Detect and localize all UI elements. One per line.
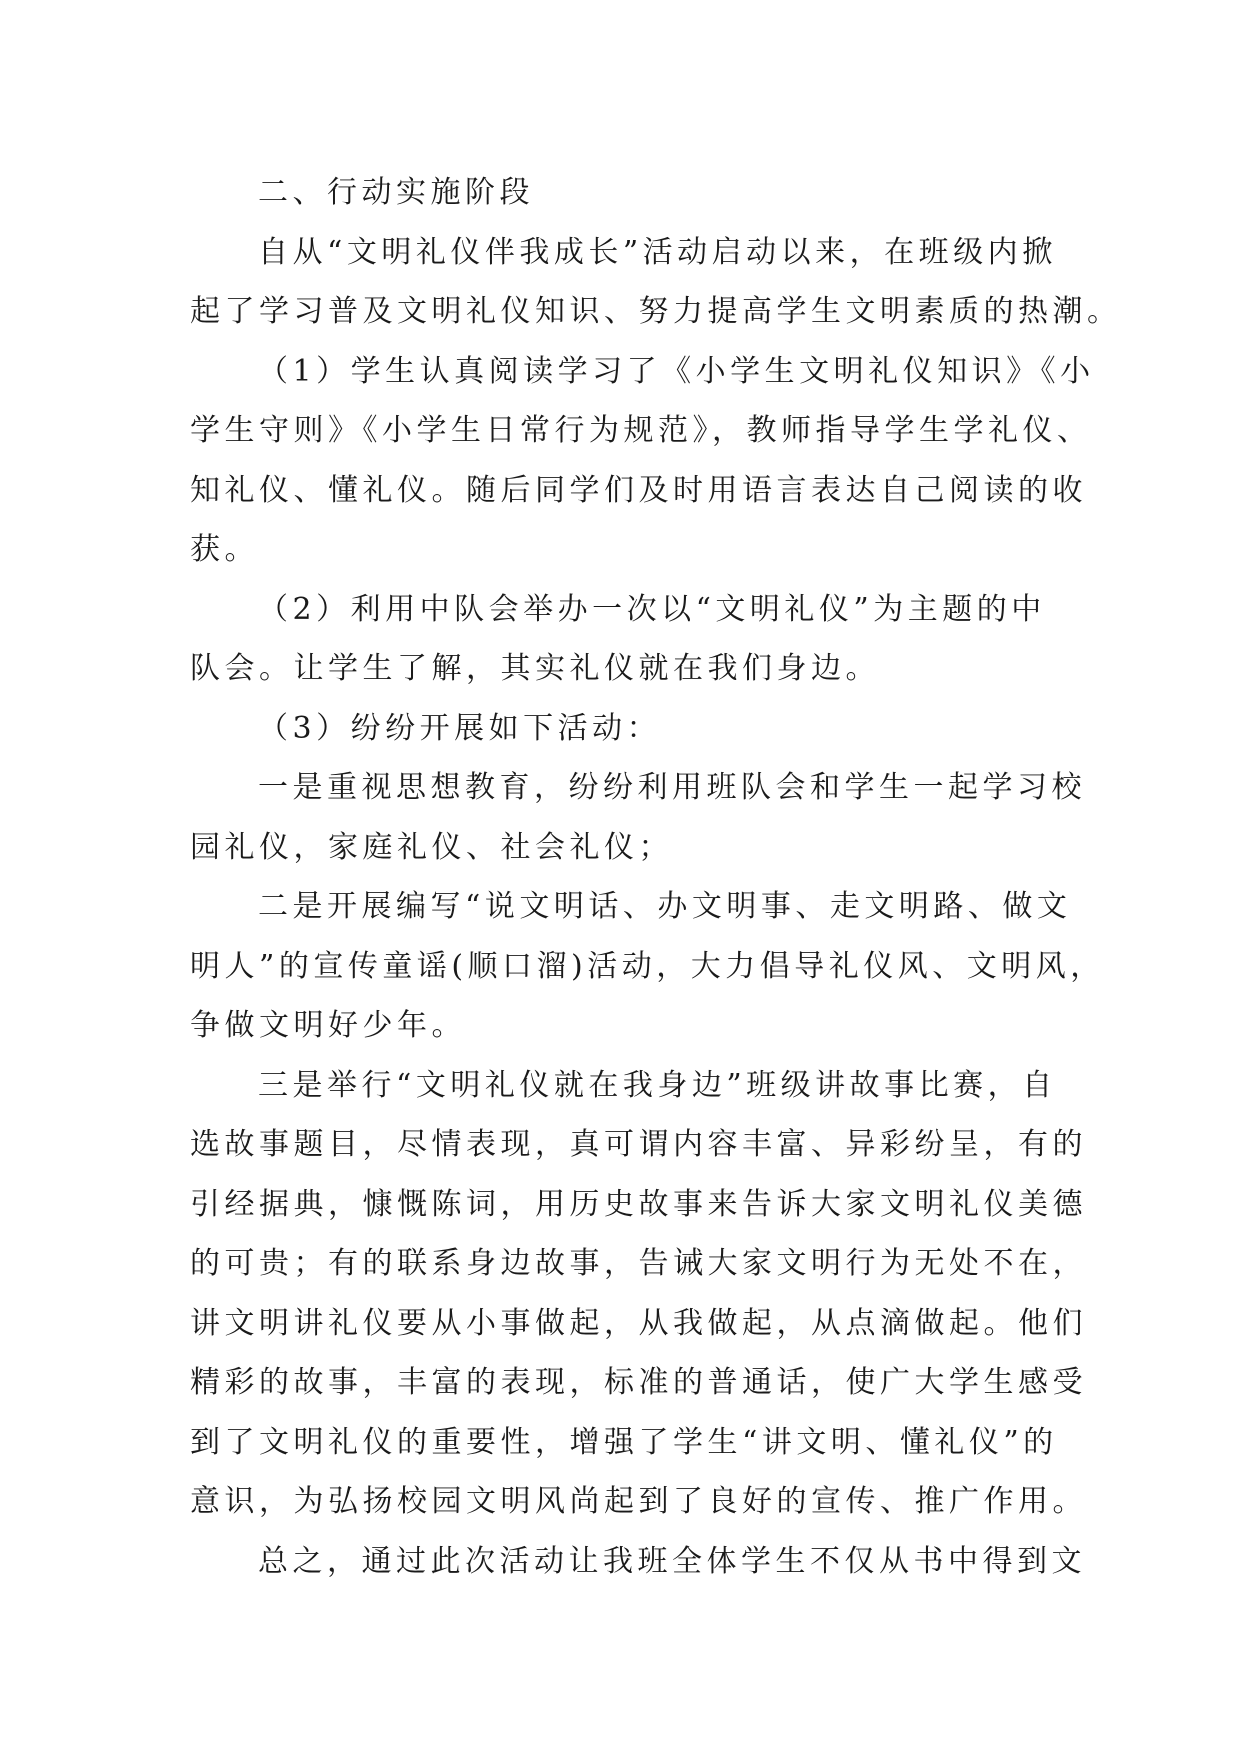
section-heading: 二、行动实施阶段: [258, 175, 534, 210]
text-line: 起了学习普及文明礼仪知识、努力提高学生文明素质的热潮。: [190, 294, 1122, 329]
text-line: 明人”的宣传童谣(顺口溜)活动，大力倡导礼仪风、文明风，: [190, 948, 1105, 984]
text-line: 三是举行“文明礼仪就在我身边”班级讲故事比赛，自: [258, 1067, 1057, 1103]
text-line: 获。: [190, 532, 259, 567]
text-line: 讲文明讲礼仪要从小事做起，从我做起，从点滴做起。他们: [190, 1305, 1087, 1341]
text-line: （3）纷纷开展如下活动：: [258, 710, 662, 746]
text-line: 学生守则》《小学生日常行为规范》，教师指导学生学礼仪、: [190, 413, 1092, 448]
text-line: 二是开展编写“说文明话、办文明事、走文明路、做文: [258, 889, 1072, 924]
text-line: 争做文明好少年。: [190, 1008, 466, 1043]
text-line: 引经据典，慷慨陈词，用历史故事来告诉大家文明礼仪美德: [190, 1186, 1087, 1222]
text-line: 队会。让学生了解，其实礼仪就在我们身边。: [190, 651, 880, 686]
text-line: 自从“文明礼仪伴我成长”活动启动以来，在班级内掀: [258, 234, 1057, 270]
text-line: 选故事题目，尽情表现，真可谓内容丰富、异彩纷呈，有的: [190, 1127, 1087, 1162]
text-line: （1）学生认真阅读学习了《小学生文明礼仪知识》《小: [258, 353, 1095, 389]
text-line: 知礼仪、懂礼仪。随后同学们及时用语言表达自己阅读的收: [190, 472, 1087, 508]
text-line: （2）利用中队会举办一次以“文明礼仪”为主题的中: [258, 591, 1046, 627]
text-line: 精彩的故事，丰富的表现，标准的普通话，使广大学生感受: [190, 1365, 1087, 1400]
text-line: 总之，通过此次活动让我班全体学生不仅从书中得到文: [258, 1543, 1086, 1579]
text-line: 到了文明礼仪的重要性，增强了学生“讲文明、懂礼仪”的: [190, 1424, 1058, 1460]
document-body: [190, 163, 1122, 1591]
text-line: 意识，为弘扬校园文明风尚起到了良好的宣传、推广作用。: [190, 1484, 1087, 1519]
text-line: 一是重视思想教育，纷纷利用班队会和学生一起学习校: [258, 770, 1086, 805]
text-line: 的可贵；有的联系身边故事，告诫大家文明行为无处不在，: [190, 1246, 1087, 1281]
text-line: 园礼仪，家庭礼仪、社会礼仪；: [190, 829, 673, 865]
